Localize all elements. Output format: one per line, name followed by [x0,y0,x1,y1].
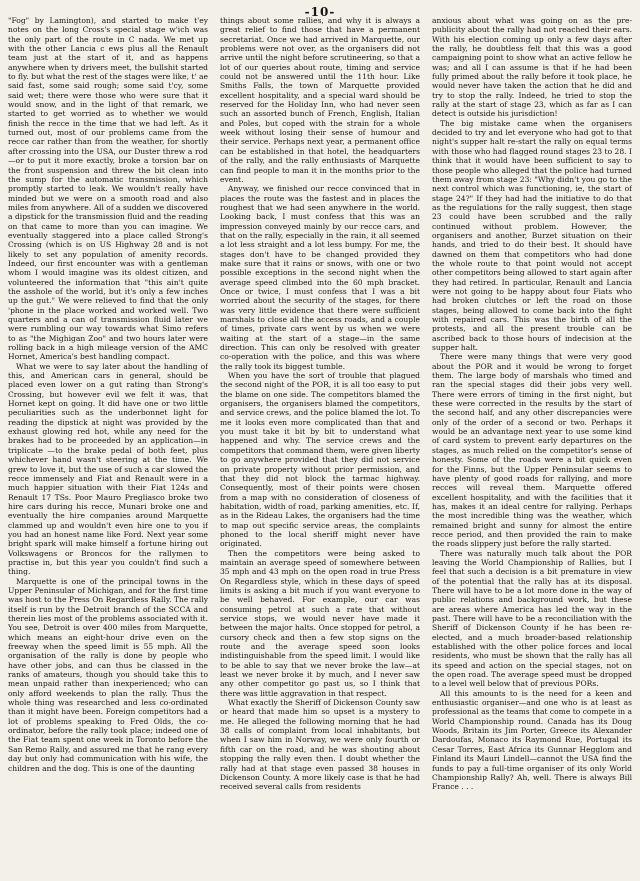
column-middle [220,16,420,874]
article-paragraph: There were many things that were very good about the POR and it would be wrong to forget them. The large body of marshals who timed and ran the special stages did their jobs very well. There were errors of timing in the first night, but these were corrected in the results by the start of the second half, and any other discrepancies were only of the order of a second or two. Perhaps it would be an advantage next year to use some kind of card system to prevent early departures on the stages, as much relied on the competitor's sense of honesty. Some of the roads were a bit quick even for the Finns, but the Upper Peninsular seems to have plenty of good roads for rallying, and more recces will reveal them. Marquette offered excellent hospitality, and with the facilities that it has, makes it an ideal centre for rallying. Perhaps the most incredible thing was the weather, which remained bright and sunny for almost the entire recce period, and then provided the rain to make the roads slippery just before the rally started. [432,352,632,549]
article-paragraph: What we were to say later about the handling of this, and American cars in general, should be placed even lower on a gut rating than Strong's Crossing, but however evil we felt it was, that Hornet kept on going. It did have one or two little peculiarities such as the underbonnet light for reading the dipstick at night was provided by the exhaust glowing red hot, while any need for the brakes had to be proceeded by an application—in triplicate —to the brake pedal of both feet, plus whichever hand wasn't steering at the time. We grew to love it, but the use of such a car slowed the recce immensely and Fiat and Renault were in a much happier situation with their Fiat 124s and Renault 17 TSs. Poor Mauro Pregliasco broke two hire cars during his recce, Munari broke one and eventually the hire companies around Marquette clammed up and wouldn't even hire one to you if you had an honest name like Ford. Next year some bright spark will make himself a fortune hiring out Volkswagens or Broncos for the rallymen to practise in, but this year you couldn't find such a thing. [8,361,208,577]
article-paragraph: All this amounts to is the need for a keen and enthusiastic organiser—and one who is at least as professional as the teams that come to compete in a World Championship round. Canada has its Doug Woods, Britain its Jim Porter, Greece its Alexander Dardoufas, Monaco its Raymond Rue, Portugal its Cesar Torres, East Africa its Gunnar Hegglom and Finland its Mauri Lindell—cannot the USA find the funds to pay a full-time organiser of its only World Championship Rally? Ah, well. There is always Bill France . . . [432,688,632,792]
article-paragraph: Marquette is one of the principal towns in the Upper Peninsular of Michigan, and for the first time was host to the Press On Regardless Rally. The rally itself is run by the Detroit branch of the SCCA and therein lies most of the problems associated with it. You see, Detroit is over 400 miles from Marquette, which means an eight-hour drive even on the freeway when the speed limit is 55 mph. All the organisation of the rally is done by people who have other jobs, and can thus be classed in the ranks of amateurs, though you should take this to mean unpaid rather than inexperienced; who can only afford weekends to plan the rally. Thus the whole thing was researched and less co-ordinated than it might have been. Foreign competitors had a lot of problems speaking to Fred Olds, the co-ordinator, before the rally took place; indeed one of the Fiat team spent one week in Toronto before the San Remo Rally, and assured me that he rang every day but only had communication with his wife, the children and the dog. This is one of the daunting [8,576,208,773]
article-paragraph: When you have the sort of trouble that plagued the second night of the POR, it is all too easy to put the blame on one side. The competitors blamed the organisers, the organisers blamed the competitors, and service crews, and the police blamed the lot. To me it looks even more complicated than that and you must take it bit by bit to understand what happened and why. The service crews and the competitors that command them, were given liberty to go anywhere provided that they did not service on private property without prior permission, and that they did not block the tarmac highway. Consequently, most of their points were chosen from a map with no consideration of closeness of habitation, width of road, parking amenities, etc. If, as in the Rideau Lakes, the organisers had the time to map out specific service areas, the complaints phoned to the local sheriff might never have originated. [220,371,420,549]
article-paragraph: There was naturally much talk about the POR leaving the World Championship of Rallies, but I feel that such a decision is a bit premature in view of the potential that the rally has at its disposal. There will have to be a lot more done in the way of public relations and background work, but these are areas where America has led the way in the past. There will have to be a reconciliation with the Sheriff of Dickenson County if he has been re-elected, and a much broader-based relationship established with the other police forces and local residents, who must be shown that the rally has all its speed and action on the special stages, not on the open road. The average speed must be dropped to a level well below that of previous PORs. [432,548,632,689]
column-left [8,16,208,874]
article-paragraph: things about some rallies, and why it is always a great relief to find those that have a permanent secretariat. Once we had arrived in Marquette, our problems were not over, as the organisers did not arrive until the night before scrutineering, so that a lot of our queries about route, timing and service could not be answered until the 11th hour. Like Smiths Falls, the town of Marquette provided excellent hospitality, and a special ward should be reserved for the Holiday Inn, who had never seen such an assorted bunch of French, English, Italian and Poles, but coped with the strain for a whole week without losing their sense of humour and their service. Perhaps next year, a permanent office can be established in that hotel, the headquarters of the rally, and the rally enthusiasts of Marquette can find people to man it in the months prior to the event. [220,16,420,184]
article-paragraph: The big mistake came when the organisers decided to try and let everyone who had got to that night's supper halt re-start the rally on equal terms with those who had flagged round stages 23 to 28. I think that it would have been sufficient to say to those people who alleged that the police had turned them away from stage 23: "Why didn't you go to the next control which was functioning, ie, the start of stage 24?" If they had had the initiative to do that as the regulations for the rally suggest, then stage 23 could have been scrubbed and the rally continued without problem. However, the organisers and another, Burzet situation on their hands, and tried to do their best. It should have dawned on them that competitors who had done the whole route to that point would not accept other competitors being allowed to start again after they had retired. In particular, Renault and Lancia were not going to be happy about four Fiats who had broken clutches or left the road on those stages, being allowed to come back into the fight with repaired cars. This was the birth of all the protests, and all the present trouble can be ascribed back to those hours of indecision at the supper halt. [432,118,632,353]
article-paragraph: "Fog" by Lamington), and started to make t'ey notes on the long Cross's special stage w'ich was the only part of the route in C nada. We met up with the other Lancia c ews plus all the Renault team just at the start of it, and as happens anywhere when ty drivers meet, the bullshit started to fly. but what the rest of the stages were like, t' ae said fast, some said rough; some said t'cy, some said wet; there were those who were sure that it would snow, and in the light of that remark, we started to get worried as to whether we would finish the recce in the time that we had left. As it turned out, most of our problems came from the recce car rather than from the weather, for shortly after crossing into the USA, our Duster threw a rod—or to put it more exactly, broke a torsion bar on the front suspension and threw the bit clean into the sump for the automatic transmission, which promptly started to leak. We wouldn't really have minded but we were on a smooth road and also miles from anywhere. All of a sudden we discovered a dipstick for the transmission fluid and the reading on that came to more than you can imagine. We eventually staggered into a place called Strong's Crossing (which is on US Highway 28 and is not likely to set any population of amenity records. Indeed, our first encounter was with a gentleman whom I would imagine was its oldest citizen, and volunteered the information that "this ain't quite the asshole of the world, but it's only a few inches up the gut." We were relieved to find that the only 'phone in the place worked and worked well. Two quarters and a can of transmission fluid later we were rumbling our way towards what Simo refers to as "the Mighigan Zoo" and two hours later were rolling back in a high mileage version of the AMC Hornet, America's best handling compact. [8,16,208,362]
page-number: -10- [304,5,336,19]
article-paragraph: Anyway, we finished our recce convinced that in places the route was the fastest and in places the roughest that we had seen anywhere in the world. Looking back, I must confess that this was an impression conveyed mainly by our recce cars, and that on the rally, especially in the rain, it all seemed a lot less straight and a lot less bumpy. For me, the stages don't have to be changed provided they make sure that it rains or snows, with one or two possible exceptions in the second night when the average speed climbed into the 60 mph bracket. Once or twice, I must confess that I was a bit worried about the security of the stages, for there was very little evidence that there were sufficient marshals to close all the access roads, and a couple of times, private cars went by us when we were waiting at the start of a stage—in the same direction. This can only be resolved with greater co-operation with the police, and this was where the rally took its biggest tumble. [220,184,420,371]
column-right [432,16,632,874]
article-paragraph: What exactly the Sheriff of Dickenson County saw or heard that made him so upset is a mystery to me. He alleged the following morning that he had 38 calls of complaint from local inhabitants, but when I saw him in Norway, we were only fourth or fifth car on the road, and he was shouting about stopping the rally even then. I doubt whether the rally had at that stage even passed 38 houses in Dickenson County. A more likely case is that he had received several calls from residents [220,698,420,792]
article-paragraph: Then the competitors were being asked to maintain an average speed of somewhere between 35 mph and 43 mph on the open road in true Press On Regardless style, which in these days of speed limits is asking a bit much if you want everyone to be well behaved. For example, our car was consuming petrol at such a rate that without service stops, we would never have made it between the major halts. Once stopped for petrol, a cursory check and then a few stop signs on the route and the average speed soon looks indistinguishable from the speed limit. I would like to be able to say that we never broke the law—at least we never broke it by much, and I never saw any other competitor go past us, so I think that there was little aggravation in that respect. [220,548,420,698]
text-columns [8,16,632,874]
article-paragraph: anxious about what was going on as the pre-publicity about the rally had not reached their ears. With his election coming up only a few days after the rally, he doubtless felt that this was a good campaigning point to show what an active fellow he was; and all I can assume is that if he had been fully primed about the rally before it took place, he would never have taken the action that he did and try to stop the rally. Indeed, he tried to stop the rally at the start of stage 23, which as far as I can detect is outside his jurisdiction! [432,16,632,119]
